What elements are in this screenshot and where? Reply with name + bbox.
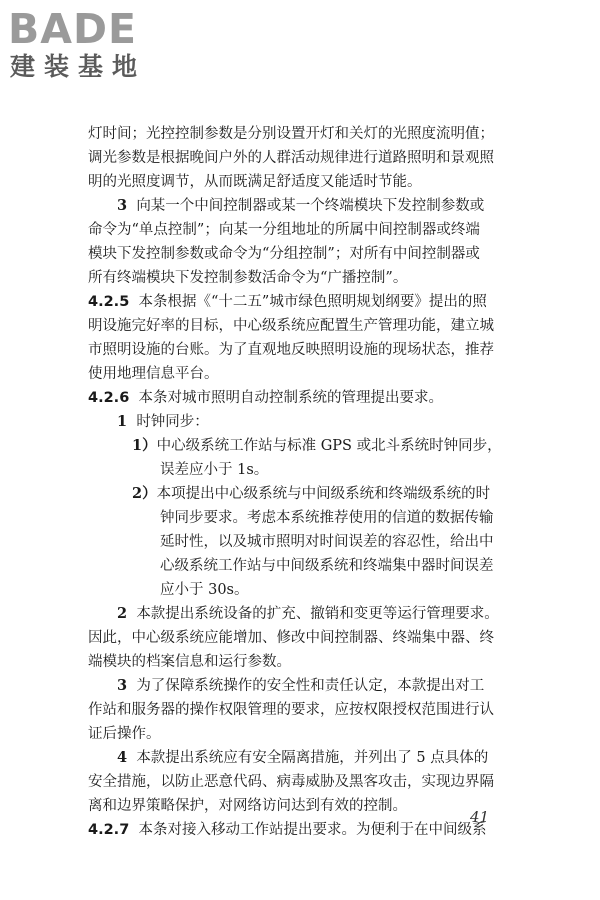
item-number: 1） xyxy=(132,437,157,454)
clause-number: 3 xyxy=(117,677,128,694)
text-line: 误差应小于 1s。 xyxy=(160,462,269,478)
logo-subtitle: 建装基地 xyxy=(10,52,147,81)
text-line: 安全措施，以防止恶意代码、病毒威胁及黑客攻击，实现边界隔 xyxy=(88,774,494,790)
clause-number: 3 xyxy=(117,197,128,214)
text-line: 模块下发控制参数或命令为“分组控制”；对所有中间控制器或 xyxy=(88,246,480,262)
clause-line: 3 为了保障系统操作的安全性和责任认定，本款提出对工 xyxy=(117,677,485,694)
clause-number: 4 xyxy=(117,749,128,766)
section-line: 4.2.5 本条根据《“十二五”城市绿色照明规划纲要》提出的照 xyxy=(88,294,487,310)
clause-number: 2 xyxy=(117,605,128,622)
logo-brand: BADE xyxy=(8,5,138,53)
text-line: 市照明设施的台账。为了直观地反映照明设施的现场状态，推荐 xyxy=(88,342,494,358)
section-number: 4.2.5 xyxy=(88,294,130,310)
text-line: 离和边界策略保护，对网络访问达到有效的控制。 xyxy=(88,798,407,814)
clause-line: 4 本款提出系统应有安全隔离措施，并列出了 5 点具体的 xyxy=(117,749,489,766)
section-line: 4.2.6 本条对城市照明自动控制系统的管理提出要求。 xyxy=(88,390,444,406)
text-line: 钟同步要求。考虑本系统推荐使用的信道的数据传输 xyxy=(160,510,494,526)
text-line: 明设施完好率的目标，中心级系统应配置生产管理功能，建立城 xyxy=(88,318,494,334)
item-number: 2） xyxy=(132,485,157,502)
page-number: 41 xyxy=(470,808,490,826)
text-line: 心级系统工作站与中间级系统和终端集中器时间误差 xyxy=(160,558,494,574)
section-line: 4.2.7 本条对接入移动工作站提出要求。为便利于在中间级系 xyxy=(88,822,487,838)
clause-line: 2 本款提出系统设备的扩充、撤销和变更等运行管理要求。 xyxy=(117,605,499,622)
section-number: 4.2.6 xyxy=(88,390,130,406)
text-line: 使用地理信息平台。 xyxy=(88,366,219,382)
text-line: 调光参数是根据晚间户外的人群活动规律进行道路照明和景观照 xyxy=(88,150,494,166)
section-number: 4.2.7 xyxy=(88,822,130,838)
text-line: 证后操作。 xyxy=(88,726,161,742)
text-line: 所有终端模块下发控制参数活命令为“广播控制”。 xyxy=(88,270,408,286)
text-line: 明的光照度调节，从而既满足舒适度又能适时节能。 xyxy=(88,174,422,190)
clause-number: 1 xyxy=(117,413,128,430)
text-line: 灯时间；光控控制参数是分别设置开灯和关灯的光照度流明值； xyxy=(88,126,494,142)
text-line: 应小于 30s。 xyxy=(160,582,249,598)
clause-line: 3 向某一个中间控制器或某一个终端模块下发控制参数或 xyxy=(117,197,485,214)
text-line: 因此，中心级系统应能增加、修改中间控制器、终端集中器、终 xyxy=(88,630,494,646)
text-line: 端模块的档案信息和运行参数。 xyxy=(88,654,291,670)
text-line: 延时性，以及城市照明对时间误差的容忍性，给出中 xyxy=(160,534,494,550)
item-line: 2）本项提出中心级系统与中间级系统和终端级系统的时 xyxy=(132,485,491,502)
text-line: 命令为“单点控制”；向某一分组地址的所属中间控制器或终端 xyxy=(88,222,480,238)
text-line: 作站和服务器的操作权限管理的要求，应按权限授权范围进行认 xyxy=(88,702,494,718)
item-line: 1）中心级系统工作站与标准 GPS 或北斗系统时钟同步， xyxy=(132,437,502,454)
clause-line: 1 时钟同步： xyxy=(117,413,209,430)
bade-logo xyxy=(8,6,183,86)
